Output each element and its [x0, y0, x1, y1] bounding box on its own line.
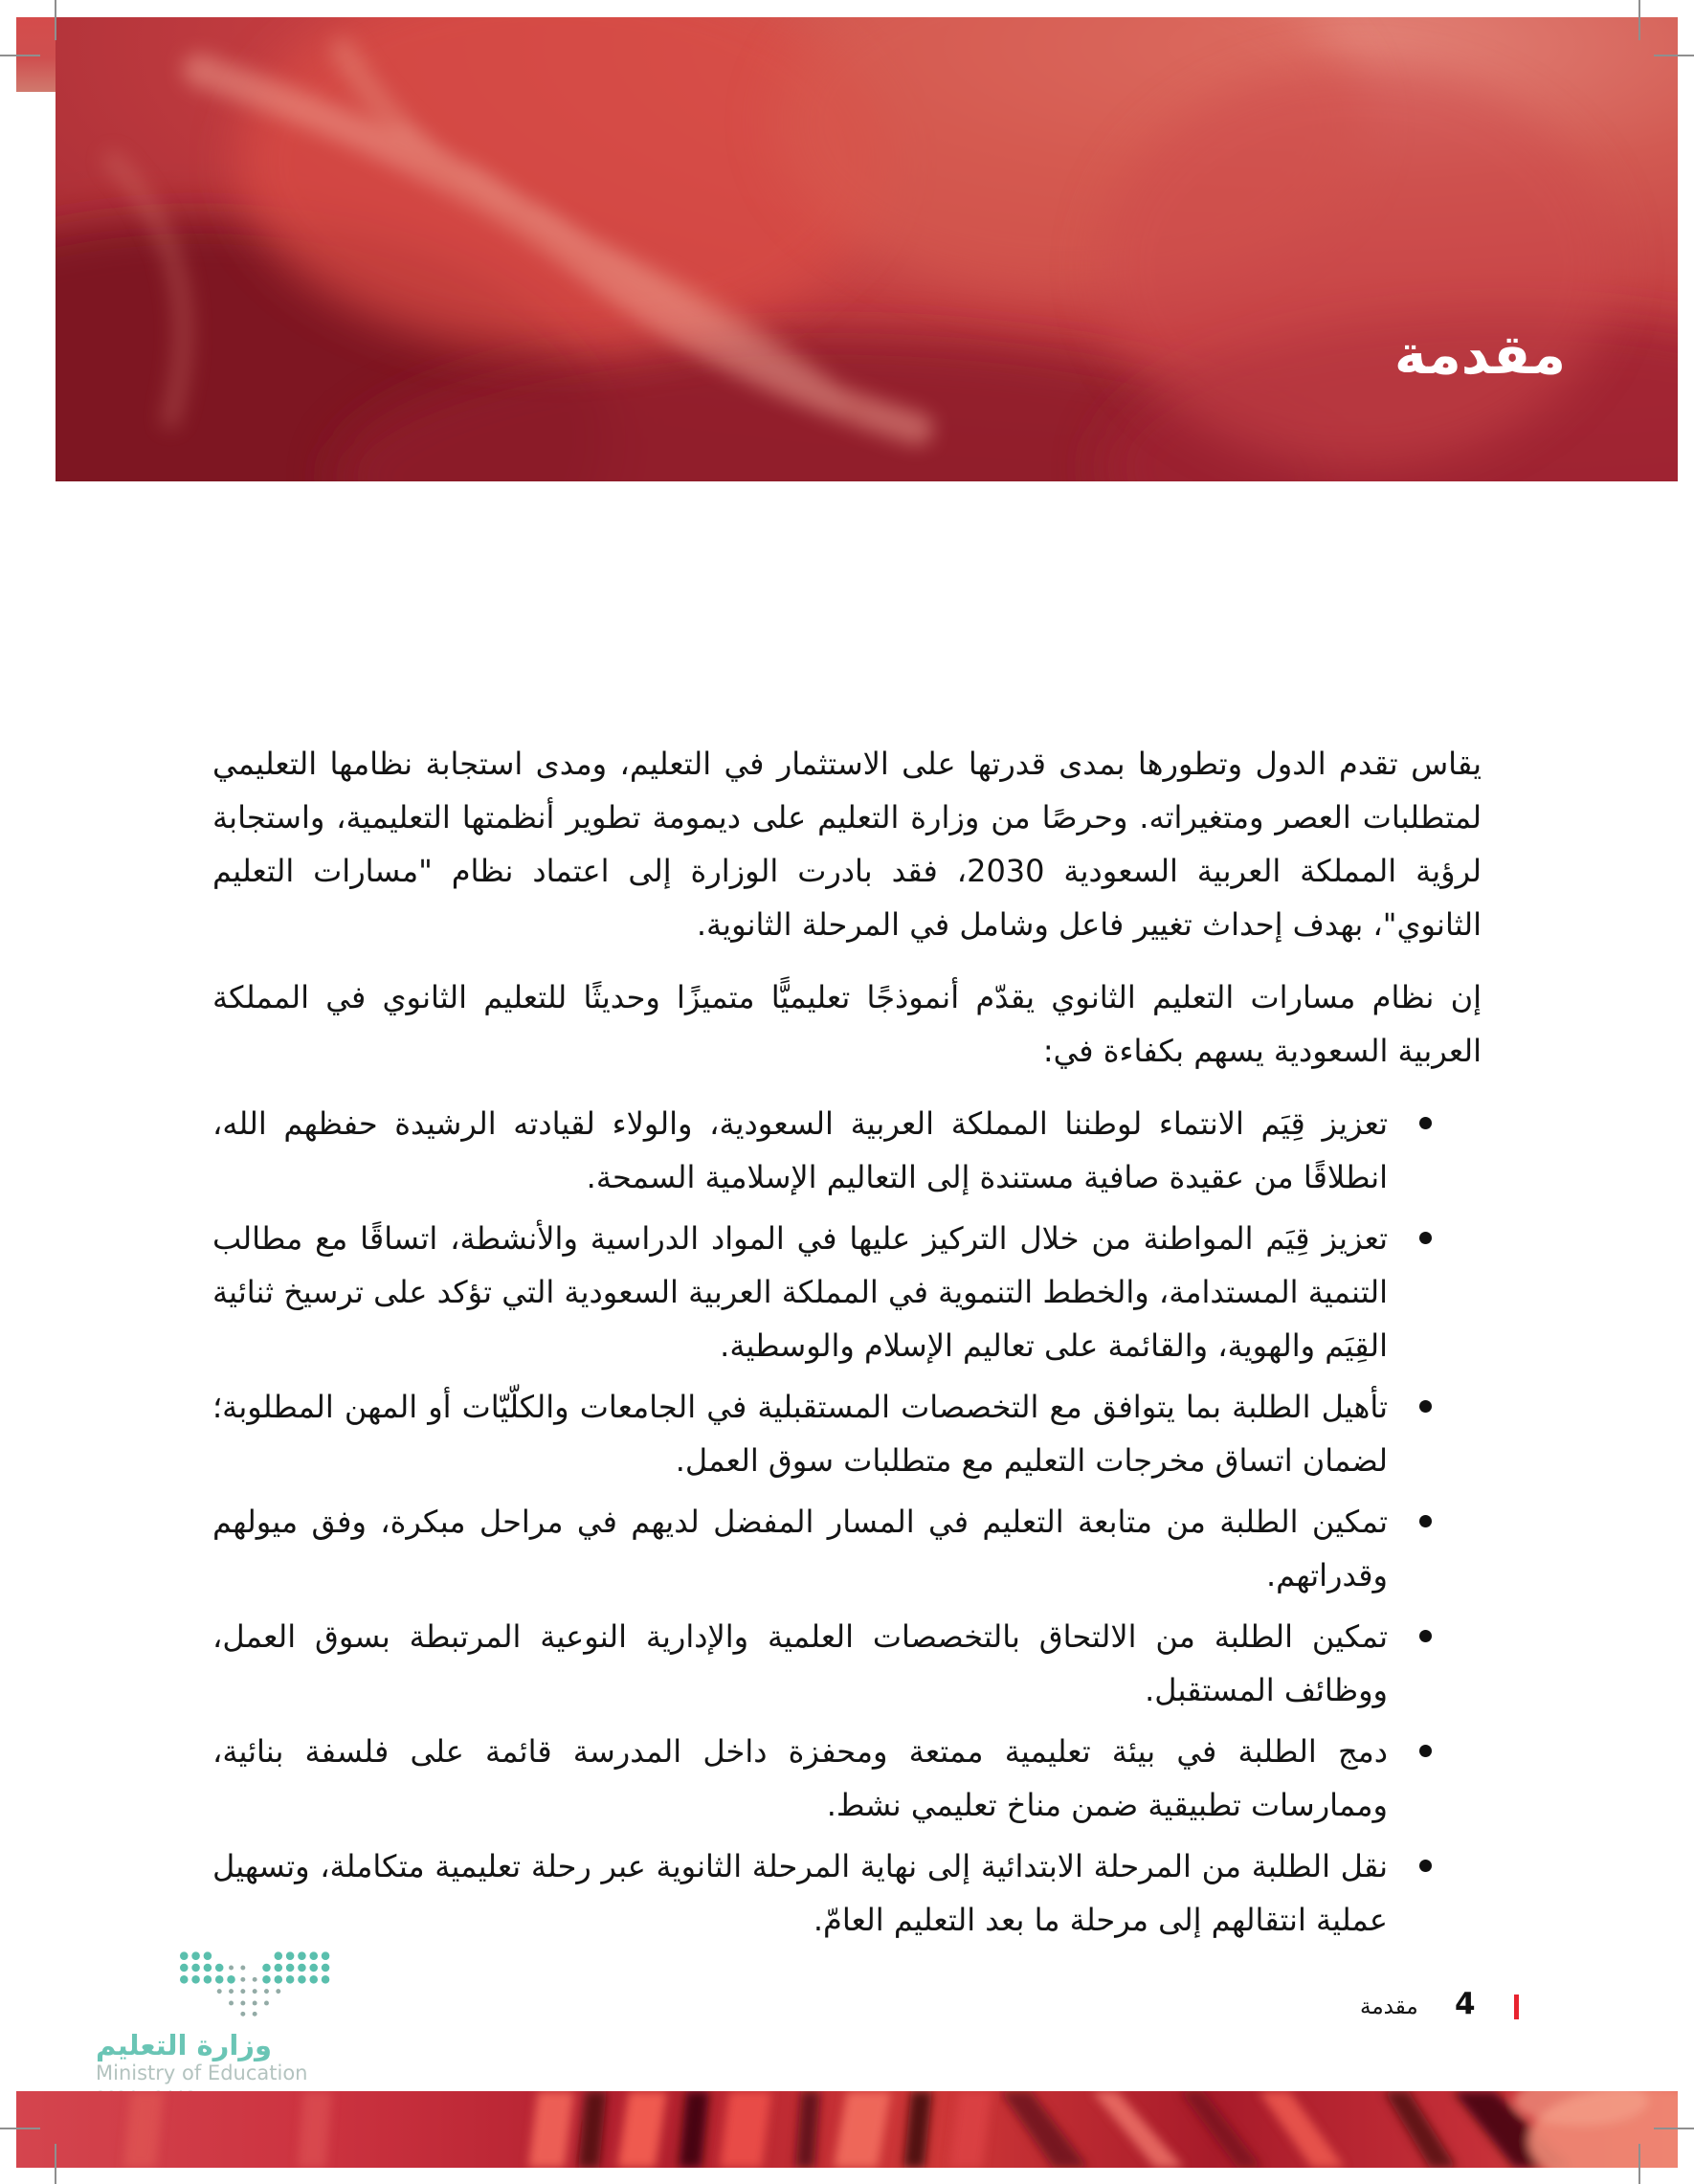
bullet-item: دمج الطلبة في بيئة تعليمية ممتعة ومحفزة داخل المدرسة قائمة على فلسفة بنائية، وممارسات تطبيقية ضمن مناخ تعليمي نشط.	[212, 1725, 1388, 1832]
bullet-item: تأهيل الطلبة بما يتوافق مع التخصصات المستقبلية في الجامعات والكلّيّات أو المهن المطلوبة؛ لضمان اتساق مخرجات التعليم مع متطلبات سوق العمل.	[212, 1380, 1388, 1487]
ministry-logo-english-wordmark: Ministry of Education	[96, 2061, 308, 2084]
header-image	[56, 17, 1678, 481]
crop-mark	[1638, 2144, 1640, 2184]
bullet-item: تمكين الطلبة من متابعة التعليم في المسار المفضل لديهم في مراحل مبكرة، وفق ميولهم وقدراتهم.	[212, 1495, 1388, 1602]
crop-mark	[1654, 55, 1694, 56]
dna-photo-illustration	[56, 17, 1678, 481]
footer-red-bar-icon	[1514, 1995, 1519, 2019]
bullet-list	[212, 1097, 1482, 1947]
crop-mark	[1638, 0, 1640, 40]
crop-mark	[55, 0, 56, 40]
crop-mark	[1654, 2128, 1694, 2129]
section-title: مقدمة	[1393, 323, 1566, 387]
crop-mark	[0, 55, 40, 56]
body-text-column	[212, 737, 1482, 1954]
crop-mark	[0, 2128, 40, 2129]
bullet-item: نقل الطلبة من المرحلة الابتدائية إلى نهاية المرحلة الثانوية عبر رحلة تعليمية متكاملة، وتسهيل عملية انتقالهم إلى مرحلة ما بعد التعليم العامّ.	[212, 1839, 1388, 1947]
red-ribbons-illustration	[16, 2091, 1678, 2168]
bullet-item: تمكين الطلبة من الالتحاق بالتخصصات العلمية والإدارية النوعية المرتبطة بسوق العمل، ووظائف المستقبل.	[212, 1610, 1388, 1717]
crop-mark	[55, 2144, 56, 2184]
bottom-strip-image	[16, 2091, 1678, 2168]
footer-section-label: مقدمة	[1360, 1995, 1418, 2019]
ministry-logo-dots-icon	[175, 1950, 340, 2019]
bullet-item: تعزيز قِيَم المواطنة من خلال التركيز عليها في المواد الدراسية والأنشطة، اتساقًا مع مطالب التنمية المستدامة، والخطط التنموية في المملكة العربية السعودية التي تؤكد على ترسيخ ثنائية القِيَم والهوية، والقائمة على تعاليم الإسلام والوسطية.	[212, 1212, 1388, 1372]
footer-page-number: 4	[1455, 1987, 1476, 2021]
intro-paragraph-1: يقاس تقدم الدول وتطورها بمدى قدرتها على الاستثمار في التعليم، ومدى استجابة نظامها التعليمي لمتطلبات العصر ومتغيراته. وحرصًا من وزارة التعليم على ديمومة تطوير أنظمتها التعليمية، واستجابة لرؤية المملكة العربية السعودية 2030، فقد بادرت الوزارة إلى اعتماد نظام "مسارات التعليم الثانوي"، بهدف إحداث تغيير فاعل وشامل في المرحلة الثانوية.	[212, 746, 1482, 943]
ministry-logo-arabic-wordmark: وزارة التعليم	[96, 2029, 273, 2061]
intro-paragraph-2: إن نظام مسارات التعليم الثانوي يقدّم أنموذجًا تعليميًّا متميزًا وحديثًا للتعليم الثانوي في المملكة العربية السعودية يسهم بكفاءة في:	[212, 979, 1482, 1069]
bullet-item: تعزيز قِيَم الانتماء لوطننا المملكة العربية السعودية، والولاء لقيادته الرشيدة حفظهم الله، انطلاقًا من عقيدة صافية مستندة إلى التعاليم الإسلامية السمحة.	[212, 1097, 1388, 1204]
